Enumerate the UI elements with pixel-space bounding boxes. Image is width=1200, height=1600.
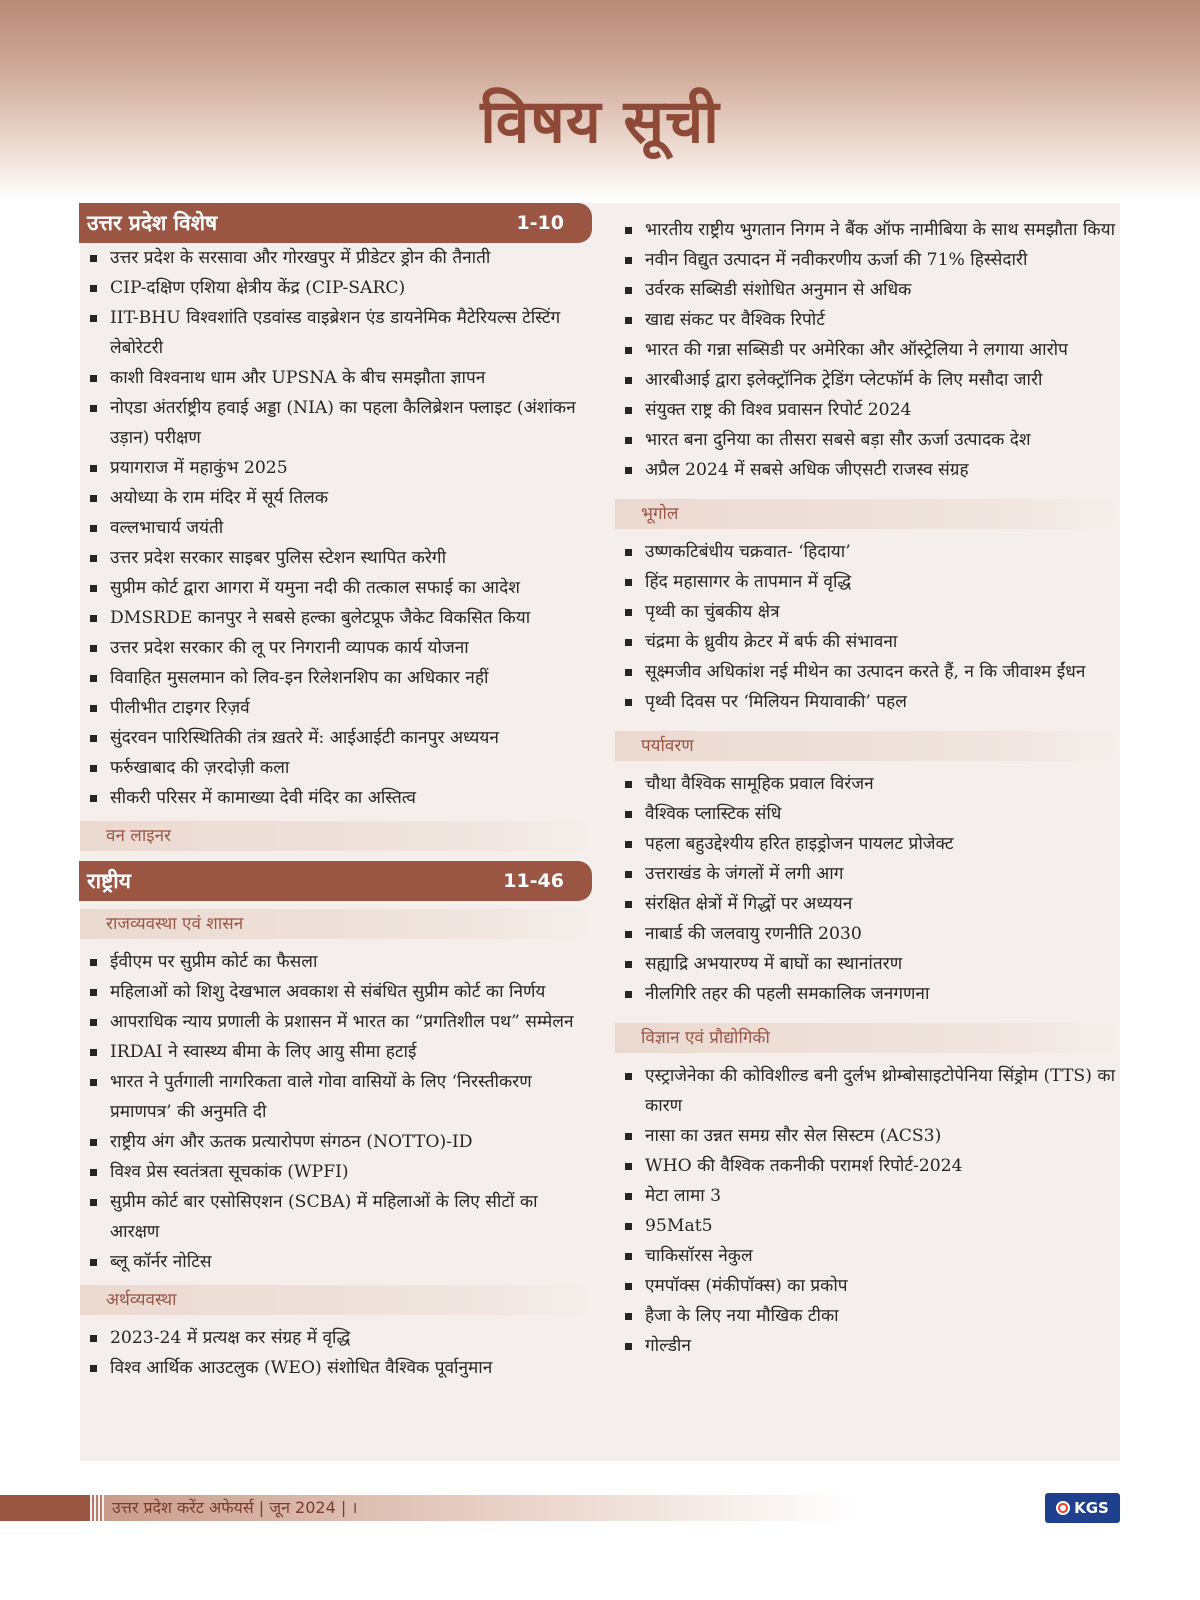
list-item: पीलीभीत टाइगर रिज़र्व [80,693,592,723]
list-item: संरक्षित क्षेत्रों में गिद्धों पर अध्ययन [615,889,1120,919]
list-item: भारतीय राष्ट्रीय भुगतान निगम ने बैंक ऑफ नामीबिया के साथ समझौता किया [615,215,1120,245]
list-item: फर्रुखाबाद की ज़रदोज़ी कला [80,753,592,783]
list-item: चाकिसॉरस नेकुल [615,1241,1120,1271]
page-range: 1-10 [516,212,564,234]
sub-header-one-liner: वन लाइनर [80,821,592,851]
right-column [615,203,1120,1361]
list-item: पहला बहुउद्देश्यीय हरित हाइड्रोजन पायलट प्रोजेक्ट [615,829,1120,859]
list-item: आपराधिक न्याय प्रणाली के प्रशासन में भारत का “प्रगतिशील पथ” सम्मेलन [80,1007,592,1037]
list-item: ब्लू कॉर्नर नोटिस [80,1247,592,1277]
sub-header-economy: अर्थव्यवस्था [80,1285,592,1315]
list-item: विवाहित मुसलमान को लिव-इन रिलेशनशिप का अधिकार नहीं [80,663,592,693]
list-item: सीकरी परिसर में कामाख्या देवी मंदिर का अस्तित्व [80,783,592,813]
environment-items-list [615,769,1120,1009]
list-item: सुंदरवन पारिस्थितिकी तंत्र ख़तरे में: आईआईटी कानपुर अध्ययन [80,723,592,753]
list-item: ईवीएम पर सुप्रीम कोर्ट का फैसला [80,947,592,977]
list-item: गोल्डीन [615,1331,1120,1361]
list-item: उर्वरक सब्सिडी संशोधित अनुमान से अधिक [615,275,1120,305]
list-item: वैश्विक प्लास्टिक संधि [615,799,1120,829]
footer-text: उत्तर प्रदेश करेंट अफेयर्स | जून 2024 | । [112,1498,358,1517]
science-items-list [615,1061,1120,1361]
list-item: भारत की गन्ना सब्सिडी पर अमेरिका और ऑस्ट्रेलिया ने लगाया आरोप [615,335,1120,365]
up-items-list [80,243,592,813]
list-item: उष्णकटिबंधीय चक्रवात- ‘हिदाया’ [615,537,1120,567]
left-column [80,203,592,1383]
list-item: खाद्य संकट पर वैश्विक रिपोर्ट [615,305,1120,335]
geography-items-list [615,537,1120,717]
list-item: उत्तर प्रदेश सरकार की लू पर निगरानी व्यापक कार्य योजना [80,633,592,663]
list-item: पृथ्वी दिवस पर ‘मिलियन मियावाकी’ पहल [615,687,1120,717]
sub-header-polity: राजव्यवस्था एवं शासन [80,909,592,939]
list-item: वल्लभाचार्य जयंती [80,513,592,543]
section-title: राष्ट्रीय [87,869,131,893]
list-item: सुप्रीम कोर्ट द्वारा आगरा में यमुना नदी की तत्काल सफाई का आदेश [80,573,592,603]
list-item: 95Mat5 [615,1211,1120,1241]
list-item: नोएडा अंतर्राष्ट्रीय हवाई अड्डा (NIA) का पहला कैलिब्रेशन फ्लाइट (अंशांकन उड़ान) परीक्षण [80,393,592,453]
sub-header-science: विज्ञान एवं प्रौद्योगिकी [615,1023,1120,1053]
list-item: अप्रैल 2024 में सबसे अधिक जीएसटी राजस्व संग्रह [615,455,1120,485]
list-item: नाबार्ड की जलवायु रणनीति 2030 [615,919,1120,949]
list-item: भारत बना दुनिया का तीसरा सबसे बड़ा सौर ऊर्जा उत्पादक देश [615,425,1120,455]
list-item: आरबीआई द्वारा इलेक्ट्रॉनिक ट्रेडिंग प्लेटफॉर्म के लिए मसौदा जारी [615,365,1120,395]
list-item: सह्याद्रि अभयारण्य में बाघों का स्थानांतरण [615,949,1120,979]
kgs-logo [1045,1493,1120,1523]
polity-items-list [80,947,592,1277]
economy-cont-items-list [615,215,1120,485]
list-item: नीलगिरि तहर की पहली समकालिक जनगणना [615,979,1120,1009]
list-item: एमपॉक्स (मंकीपॉक्स) का प्रकोप [615,1271,1120,1301]
list-item: IIT-BHU विश्वशांति एडवांस्ड वाइब्रेशन एंड डायनेमिक मैटेरियल्स टेस्टिंग लेबोरेटरी [80,303,592,363]
list-item: राष्ट्रीय अंग और ऊतक प्रत्यारोपण संगठन (NOTTO)-ID [80,1127,592,1157]
economy-items-list [80,1323,592,1383]
section-header-up [79,203,592,243]
list-item: एस्ट्राजेनेका की कोविशील्ड बनी दुर्लभ थ्रोम्बोसाइटोपेनिया सिंड्रोम (TTS) का कारण [615,1061,1120,1121]
list-item: चौथा वैश्विक सामूहिक प्रवाल विरंजन [615,769,1120,799]
page-title: विषय सूची [480,87,720,157]
logo-text: KGS [1074,1499,1109,1517]
list-item: DMSRDE कानपुर ने सबसे हल्का बुलेटप्रूफ जैकेट विकसित किया [80,603,592,633]
list-item: काशी विश्वनाथ धाम और UPSNA के बीच समझौता ज्ञापन [80,363,592,393]
list-item: विश्व प्रेस स्वतंत्रता सूचकांक (WPFI) [80,1157,592,1187]
list-item: चंद्रमा के ध्रुवीय क्रेटर में बर्फ की संभावना [615,627,1120,657]
contents-panel [80,203,1120,1461]
list-item: अयोध्या के राम मंदिर में सूर्य तिलक [80,483,592,513]
list-item: IRDAI ने स्वास्थ्य बीमा के लिए आयु सीमा हटाई [80,1037,592,1067]
list-item: सूक्ष्मजीव अधिकांश नई मीथेन का उत्पादन करते हैं, न कि जीवाश्म ईंधन [615,657,1120,687]
list-item: हिंद महासागर के तापमान में वृद्धि [615,567,1120,597]
list-item: उत्तर प्रदेश सरकार साइबर पुलिस स्टेशन स्थापित करेगी [80,543,592,573]
list-item: नवीन विद्युत उत्पादन में नवीकरणीय ऊर्जा की 71% हिस्सेदारी [615,245,1120,275]
section-header-national [79,861,592,901]
page-range: 11-46 [503,870,564,892]
list-item: उत्तर प्रदेश के सरसावा और गोरखपुर में प्रीडेटर ड्रोन की तैनाती [80,243,592,273]
list-item: नासा का उन्नत समग्र सौर सेल सिस्टम (ACS3) [615,1121,1120,1151]
list-item: भारत ने पुर्तगाली नागरिकता वाले गोवा वासियों के लिए ‘निरस्तीकरण प्रमाणपत्र’ की अनुमति दी [80,1067,592,1127]
list-item: 2023-24 में प्रत्यक्ष कर संग्रह में वृद्धि [80,1323,592,1353]
list-item: उत्तराखंड के जंगलों में लगी आग [615,859,1120,889]
footer-stripes [90,1495,104,1521]
kgs-logo-icon [1056,1501,1070,1515]
list-item: महिलाओं को शिशु देखभाल अवकाश से संबंधित सुप्रीम कोर्ट का निर्णय [80,977,592,1007]
list-item: CIP-दक्षिण एशिया क्षेत्रीय केंद्र (CIP-SARC) [80,273,592,303]
list-item: हैजा के लिए नया मौखिक टीका [615,1301,1120,1331]
list-item: सुप्रीम कोर्ट बार एसोसिएशन (SCBA) में महिलाओं के लिए सीटों का आरक्षण [80,1187,592,1247]
list-item: मेटा लामा 3 [615,1181,1120,1211]
section-title: उत्तर प्रदेश विशेष [87,211,218,235]
list-item: संयुक्त राष्ट्र की विश्व प्रवासन रिपोर्ट 2024 [615,395,1120,425]
list-item: प्रयागराज में महाकुंभ 2025 [80,453,592,483]
list-item: WHO की वैश्विक तकनीकी परामर्श रिपोर्ट-2024 [615,1151,1120,1181]
sub-header-environment: पर्यावरण [615,731,1120,761]
sub-header-geography: भूगोल [615,499,1120,529]
list-item: पृथ्वी का चुंबकीय क्षेत्र [615,597,1120,627]
list-item: विश्व आर्थिक आउटलुक (WEO) संशोधित वैश्विक पूर्वानुमान [80,1353,592,1383]
